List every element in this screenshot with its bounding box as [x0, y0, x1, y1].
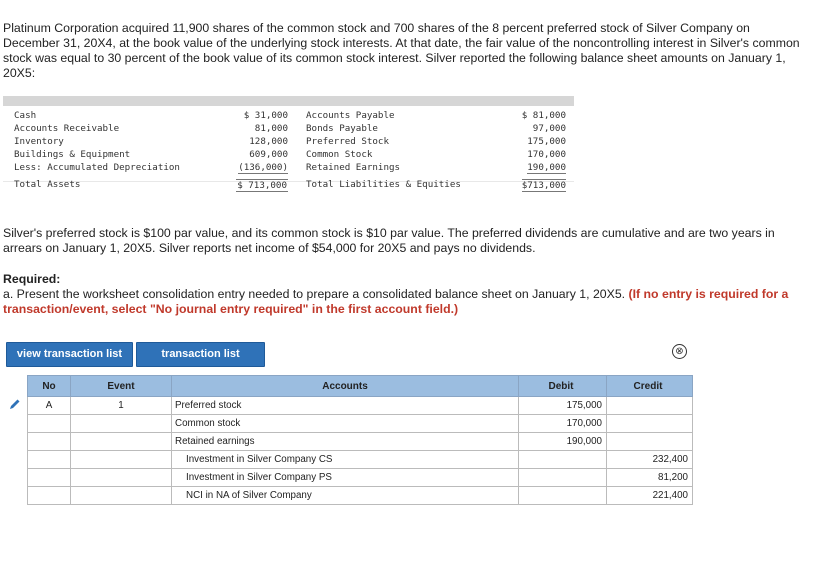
- credit-field[interactable]: 81,200: [607, 469, 693, 487]
- bs-liab-label: Preferred Stock: [306, 136, 389, 147]
- debit-field[interactable]: [519, 487, 607, 505]
- bs-asset-label: Total Assets: [14, 179, 81, 190]
- bs-liab-label: Accounts Payable: [306, 110, 395, 121]
- cell-event: [71, 433, 172, 451]
- account-field[interactable]: Retained earnings: [172, 433, 519, 451]
- header-credit: Credit: [607, 376, 693, 397]
- bs-asset-value: 128,000: [249, 136, 288, 147]
- bs-row: [3, 136, 574, 149]
- bs-asset-value: (136,000): [238, 162, 288, 173]
- account-field[interactable]: Investment in Silver Company CS: [172, 451, 519, 469]
- bs-asset-label: Inventory: [14, 136, 64, 147]
- account-field[interactable]: NCI in NA of Silver Company: [172, 487, 519, 505]
- bs-row: [3, 162, 574, 175]
- transaction-list-button[interactable]: transaction list: [136, 342, 265, 367]
- bs-row: [3, 123, 574, 136]
- cell-event: [71, 451, 172, 469]
- bs-liab-value: 190,000: [527, 162, 566, 173]
- debit-field[interactable]: 190,000: [519, 433, 607, 451]
- header-debit: Debit: [519, 376, 607, 397]
- cell-no: [28, 487, 71, 505]
- bs-asset-value: $ 31,000: [243, 110, 288, 121]
- debit-field[interactable]: [519, 469, 607, 487]
- bs-liab-value: 175,000: [527, 136, 566, 147]
- required-section: [3, 272, 793, 317]
- bs-liab-label: Common Stock: [306, 149, 373, 160]
- balance-sheet: [3, 96, 574, 194]
- bs-liab-label: Bonds Payable: [306, 123, 378, 134]
- cell-no: [28, 469, 71, 487]
- journal-table: [27, 375, 693, 505]
- table-row: [28, 397, 693, 415]
- bs-row: [3, 110, 574, 123]
- bs-asset-label: Accounts Receivable: [14, 123, 120, 134]
- cell-event: [71, 487, 172, 505]
- problem-intro: Platinum Corporation acquired 11,900 shares of the common stock and 700 shares of the 8 percent preferred stock of Silver Company on December 31, 20X4, at the book value of the underlying stock interests. At that date, the fair value of the noncontrolling interest in Silver's common stock was equal to 30 percent of the book value of its common stock interest. Silver reported the following balance sheet amounts on January 1, 20X5:: [3, 21, 800, 80]
- required-label: Required:: [3, 272, 61, 286]
- table-row: [28, 487, 693, 505]
- bs-liab-value: 170,000: [527, 149, 566, 160]
- table-row: [28, 415, 693, 433]
- credit-field[interactable]: [607, 433, 693, 451]
- bs-asset-label: Less: Accumulated Depreciation: [14, 162, 180, 173]
- bs-liab-label: Retained Earnings: [306, 162, 401, 173]
- bs-liab-value: $ 81,000: [521, 110, 566, 121]
- cell-no: [28, 415, 71, 433]
- problem-details: Silver's preferred stock is $100 par value, and its common stock is $10 par value. The preferred dividends are cumulative and are two years in arrears on January 1, 20X5. Silver reports net income of $54,000 for 20X5 and pays no dividends.: [3, 226, 775, 255]
- credit-field[interactable]: 232,400: [607, 451, 693, 469]
- account-field[interactable]: Investment in Silver Company PS: [172, 469, 519, 487]
- credit-field[interactable]: 221,400: [607, 487, 693, 505]
- credit-field[interactable]: [607, 397, 693, 415]
- view-transaction-list-button[interactable]: view transaction list: [6, 342, 133, 367]
- cell-event: 1: [71, 397, 172, 415]
- cell-no: [28, 451, 71, 469]
- bs-asset-label: Buildings & Equipment: [14, 149, 131, 160]
- bs-asset-label: Cash: [14, 110, 37, 121]
- cell-event: [71, 469, 172, 487]
- account-field[interactable]: Preferred stock: [172, 397, 519, 415]
- part-a-text: a. Present the worksheet consolidation entry needed to prepare a consolidated balance sheet on January 1, 20X5.: [3, 287, 626, 301]
- close-icon[interactable]: ⊗: [672, 344, 687, 359]
- table-row: [28, 433, 693, 451]
- bs-liab-label: Total Liabilities & Equities: [306, 179, 461, 190]
- account-field[interactable]: Common stock: [172, 415, 519, 433]
- instruction-note: (If no entry is required for a transaction/event, select "No journal entry required" in the first account field.): [3, 287, 789, 316]
- balance-sheet-header-bar: [3, 96, 574, 106]
- debit-field[interactable]: [519, 451, 607, 469]
- bs-liab-value: 97,000: [532, 123, 566, 134]
- debit-field[interactable]: 175,000: [519, 397, 607, 415]
- cell-event: [71, 415, 172, 433]
- bs-row: [3, 149, 574, 162]
- pencil-icon[interactable]: [9, 398, 21, 410]
- bs-asset-value: 81,000: [254, 123, 288, 134]
- bs-asset-value: $ 713,000: [237, 180, 287, 191]
- table-row: [28, 469, 693, 487]
- bs-total-row: [3, 179, 574, 192]
- credit-field[interactable]: [607, 415, 693, 433]
- header-accounts: Accounts: [172, 376, 519, 397]
- cell-no: [28, 433, 71, 451]
- bs-liab-value: $713,000: [521, 180, 566, 191]
- header-event: Event: [71, 376, 172, 397]
- header-no: No: [28, 376, 71, 397]
- bs-asset-value: 609,000: [249, 149, 288, 160]
- cell-no: A: [28, 397, 71, 415]
- debit-field[interactable]: 170,000: [519, 415, 607, 433]
- table-row: [28, 451, 693, 469]
